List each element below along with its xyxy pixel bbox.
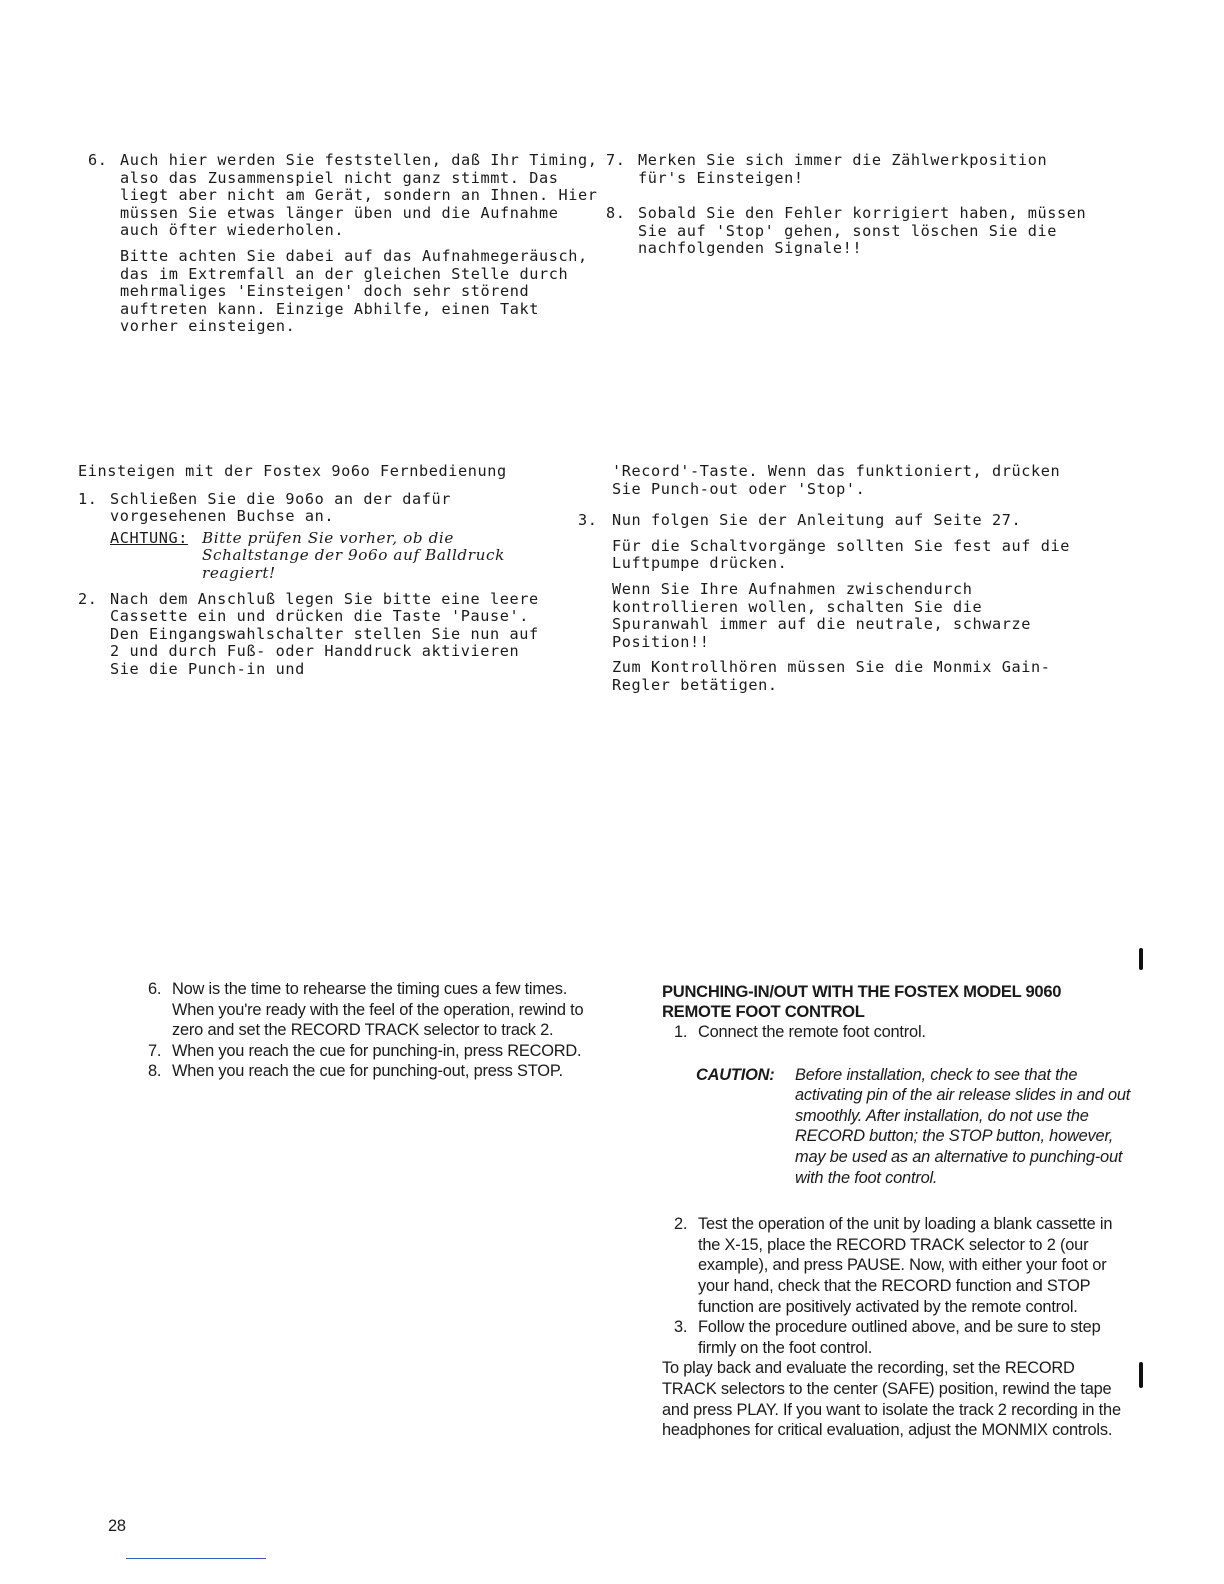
german-item-8 [606, 205, 1096, 258]
english-remote-item-2 [674, 1214, 1132, 1317]
item-text: Nun folgen Sie der Anleitung auf Seite 27. [612, 511, 1022, 530]
german-item-7 [606, 152, 1096, 187]
item-number: 8. [148, 1062, 162, 1081]
english-remote-item-1 [674, 1022, 1132, 1043]
caution-label: CAUTION: [696, 1065, 775, 1084]
item-text: When you reach the cue for punching-out, press STOP. [172, 1062, 563, 1081]
item-number: 2. [674, 1215, 688, 1234]
caution-text: Before installation, check to see that the activating pin of the air release slides in and out smoothly. After installation, do not use the RECORD button; the STOP button, however, may be used as an alternative to punching-out with the foot control. [795, 1065, 1131, 1187]
caution-note [662, 1065, 1132, 1189]
english-closing-paragraph: To play back and evaluate the recording, set the RECORD TRACK selectors to the center (SAFE) position, rewind the tape and press PLAY. If you want to isolate the track 2 recording in the headphones for critical evaluation, adjust the MONMIX controls. [662, 1359, 1121, 1440]
item-number: 1. [78, 489, 98, 508]
english-item-7 [148, 1041, 606, 1062]
item-number: 2. [78, 589, 98, 608]
english-remote-item-3 [674, 1317, 1132, 1358]
achtung-note [110, 530, 558, 583]
item-text: Now is the time to rehearse the timing cues a few times. When you're ready with the feel of the operation, rewind to zero and set the RECORD TRACK selector to track 2. [172, 980, 584, 1040]
footer-rule [126, 1558, 266, 1559]
achtung-label: ACHTUNG: [110, 528, 188, 547]
item-number: 1. [674, 1023, 688, 1041]
item-text: When you reach the cue for punching-in, press RECORD. [172, 1041, 582, 1060]
german-remote-item-2 [78, 591, 558, 679]
item-text: Nach dem Anschluß legen Sie bitte eine leere Cassette ein und drücken die Taste 'Pause'. Den Eingangswahlschalter stellen Sie nun auf 2 und durch Fuß- oder Handdruck aktivieren Sie die Punch-in und [110, 589, 539, 678]
item-text: Test the operation of the unit by loading a blank cassette in the X-15, place the RECORD TRACK selector to 2 (our example), and press PAUSE. Now, with either your foot or your hand, check that the RECORD function and STOP function are positively activated by the remote control. [698, 1215, 1113, 1316]
item-number: 6. [148, 980, 162, 998]
item-text: Merken Sie sich immer die Zählwerkposition für's Einsteigen! [638, 151, 1048, 187]
german-item-6-note: Bitte achten Sie dabei auf das Aufnahmegeräusch, das im Extremfall an der gleichen Stelle durch mehrmaliges 'Einsteigen' doch sehr störend auftreten kann. Einzige Abhilfe, einen Takt vorher einsteigen. [120, 246, 588, 336]
german-remote-left-column [78, 463, 558, 679]
german-remote-right-column [578, 463, 1078, 695]
achtung-text: Bitte prüfen Sie vorher, ob die Schaltstange der 9o6o auf Balldruck reagiert! [202, 528, 505, 582]
german-item-6 [88, 152, 598, 336]
german-top-left-column [88, 152, 598, 336]
german-remote-heading: Einsteigen mit der Fostex 9o6o Fernbedienung [78, 462, 507, 480]
german-top-right-column [606, 152, 1096, 258]
german-remote-item-2-continued: 'Record'-Taste. Wenn das funktioniert, drücken Sie Punch-out oder 'Stop'. [612, 462, 1061, 498]
english-left-column [148, 979, 606, 1082]
margin-mark [1139, 948, 1143, 970]
item-text: Schließen Sie die 9o6o an der dafür vorgesehenen Buchse an. [110, 489, 452, 526]
item-number: 8. [606, 204, 626, 223]
german-remote-item-3-p3: Zum Kontrollhören müssen Sie die Monmix Gain-Regler betätigen. [612, 658, 1051, 694]
item-number: 7. [606, 151, 626, 169]
english-item-6 [148, 979, 606, 1041]
english-section-heading: PUNCHING-IN/OUT WITH THE FOSTEX MODEL 9060 REMOTE FOOT CONTROL [662, 982, 1062, 1021]
item-text: Follow the procedure outlined above, and be sure to step firmly on the foot control. [698, 1318, 1101, 1357]
item-number: 7. [148, 1041, 162, 1060]
item-number: 6. [88, 151, 108, 169]
item-number: 3. [674, 1318, 688, 1337]
german-remote-item-3-p2: Wenn Sie Ihre Aufnahmen zwischendurch kontrollieren wollen, schalten Sie die Spuranwahl immer auf die neutrale, schwarze Position!! [612, 579, 1031, 651]
item-text: Sobald Sie den Fehler korrigiert haben, müssen Sie auf 'Stop' gehen, sonst löschen Sie die nachfolgenden Signale!! [638, 204, 1087, 258]
german-remote-item-3-p1: Für die Schaltvorgänge sollten Sie fest auf die Luftpumpe drücken. [612, 536, 1070, 573]
english-right-column [662, 982, 1132, 1441]
german-remote-item-3 [578, 512, 1078, 530]
german-remote-item-1 [78, 491, 558, 583]
item-text: Auch hier werden Sie feststellen, daß Ihr Timing, also das Zusammenspiel nicht ganz stimmt. Das liegt aber nicht am Gerät, sondern an Ihnen. Hier müssen Sie etwas länger üben und die Aufnahme auch öfter wiederholen. [120, 151, 598, 240]
page-number: 28 [108, 1517, 126, 1535]
item-number: 3. [578, 511, 598, 530]
english-item-8 [148, 1061, 606, 1082]
item-text: Connect the remote foot control. [698, 1023, 926, 1041]
margin-mark [1139, 1362, 1143, 1388]
